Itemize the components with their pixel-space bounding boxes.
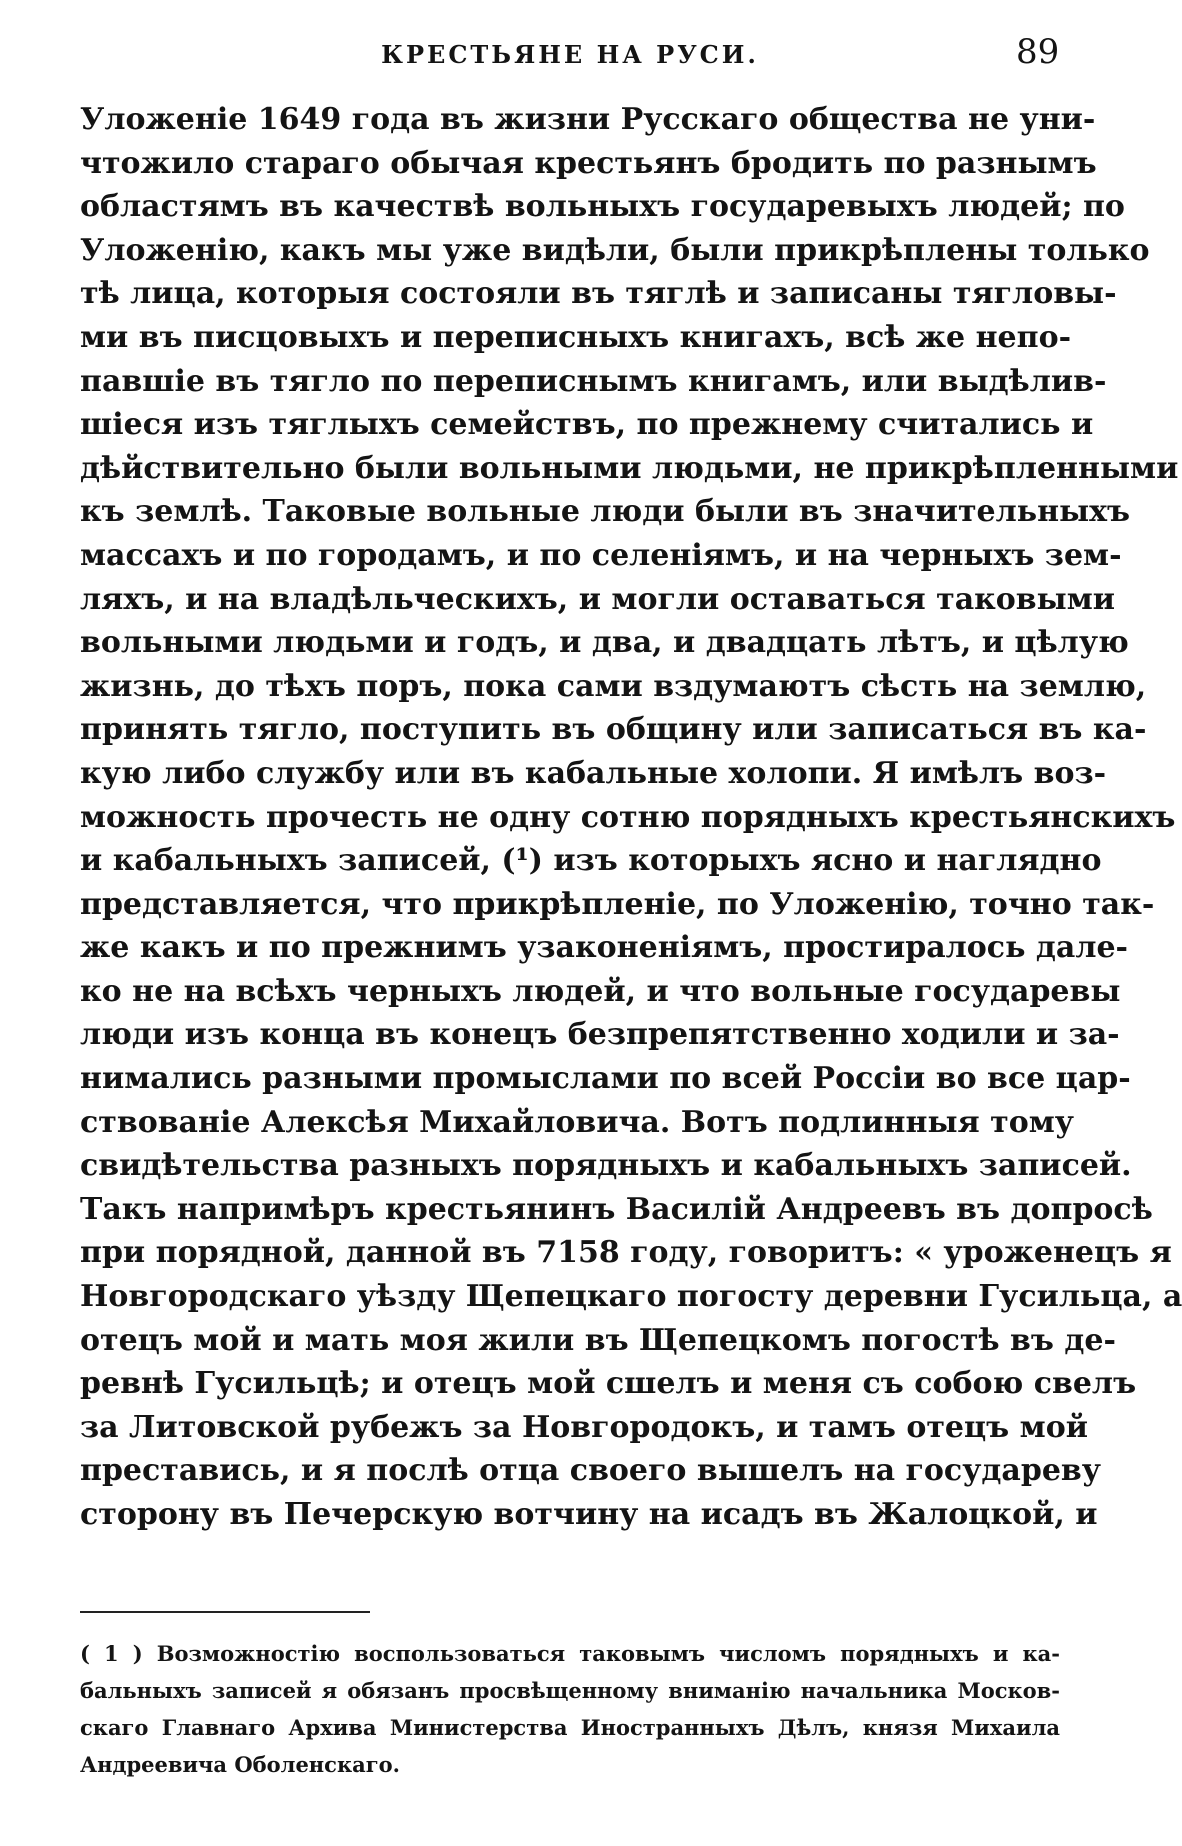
text-line: при порядной, данной въ 7158 году, говоритъ: « уроженецъ я bbox=[80, 1235, 1172, 1271]
text-line: шіеся изъ тяглыхъ семействъ, по прежнему считались и bbox=[80, 407, 1094, 443]
text-line: ствованіе Алексѣя Михайловича. Вотъ подлинныя тому bbox=[80, 1104, 1074, 1140]
text-line: Новгородскаго уѣзду Щепецкаго погосту деревни Гусильца, а bbox=[80, 1279, 1182, 1315]
text-line: ми въ писцовыхъ и переписныхъ книгахъ, всѣ же непо- bbox=[80, 319, 1072, 355]
text-line: принять тягло, поступить въ общину или записаться въ ка- bbox=[80, 712, 1147, 748]
text-line: можность прочесть не одну сотню порядныхъ крестьянскихъ bbox=[80, 799, 1176, 835]
footnote-line: бальныхъ записей я обязанъ просвѣщенному вниманію начальника Москов- bbox=[80, 1678, 1060, 1703]
footnote-line: ( 1 ) Возможностію воспользоваться таковымъ числомъ порядныхъ и ка- bbox=[80, 1641, 1060, 1666]
text-line: же какъ и по прежнимъ узаконеніямъ, простиралось дале- bbox=[80, 930, 1129, 966]
text-line: люди изъ конца въ конецъ безпрепятственно ходили и за- bbox=[80, 1017, 1120, 1053]
text-line: отецъ мой и мать моя жили въ Щепецкомъ погостѣ въ де- bbox=[80, 1322, 1116, 1358]
text-line: ляхъ, и на владѣльческихъ, и могли оставаться таковыми bbox=[80, 581, 1116, 617]
running-head: КРЕСТЬЯНЕ НА РУСИ. bbox=[381, 40, 759, 69]
text-line: чтожило стараго обычая крестьянъ бродить по разнымъ bbox=[80, 145, 1097, 181]
text-line: преставись, и я послѣ отца своего вышелъ на государеву bbox=[80, 1453, 1101, 1489]
footnote-separator bbox=[80, 1611, 370, 1613]
footnote-line: скаго Главнаго Архива Министерства Иностранныхъ Дѣлъ, князя Михаила bbox=[80, 1715, 1060, 1740]
text-line: нимались разными промыслами по всей Россіи во все цар- bbox=[80, 1061, 1131, 1097]
text-line: свидѣтельства разныхъ порядныхъ и кабальныхъ записей. bbox=[80, 1148, 1132, 1184]
main-text bbox=[80, 98, 1182, 1537]
text-line: къ землѣ. Таковые вольные люди были въ значительныхъ bbox=[80, 494, 1131, 530]
text-line: тѣ лица, которыя состояли въ тяглѣ и записаны тягловы- bbox=[80, 276, 1117, 312]
text-line: и кабальныхъ записей, (¹) изъ которыхъ ясно и наглядно bbox=[80, 843, 1102, 879]
text-line: за Литовской рубежъ за Новгородокъ, и тамъ отецъ мой bbox=[80, 1409, 1088, 1445]
footnote-line: Андреевича Оболенскаго. bbox=[80, 1752, 400, 1777]
text-line: ко не на всѣхъ черныхъ людей, и что вольные государевы bbox=[80, 973, 1121, 1009]
text-line: массахъ и по городамъ, и по селеніямъ, и на черныхъ зем- bbox=[80, 537, 1122, 573]
text-line: кую либо службу или въ кабальные холопи. Я имѣлъ воз- bbox=[80, 755, 1107, 791]
text-line: областямъ въ качествѣ вольныхъ государевыхъ людей; по bbox=[80, 189, 1125, 225]
page-number: 89 bbox=[1016, 32, 1060, 72]
text-line: вольными людьми и годъ, и два, и двадцать лѣтъ, и цѣлую bbox=[80, 625, 1129, 661]
text-line: сторону въ Печерскую вотчину на исадъ въ Жалоцкой, и bbox=[80, 1497, 1098, 1532]
text-line: представляется, что прикрѣпленіе, по Уложенію, точно так- bbox=[80, 886, 1155, 922]
text-line: Такъ напримѣръ крестьянинъ Василій Андреевъ въ допросѣ bbox=[80, 1191, 1153, 1227]
text-line: Уложенію, какъ мы уже видѣли, были прикрѣплены только bbox=[80, 232, 1150, 268]
footnote bbox=[80, 1635, 1060, 1783]
text-line: дѣйствительно были вольными людьми, не прикрѣпленными bbox=[80, 450, 1179, 486]
text-line: жизнь, до тѣхъ поръ, пока сами вздумаютъ сѣсть на землю, bbox=[80, 668, 1147, 704]
text-line: Уложеніе 1649 года въ жизни Русскаго общества не уни- bbox=[80, 102, 1096, 137]
text-line: павшіе въ тягло по переписнымъ книгамъ, или выдѣлив- bbox=[80, 363, 1107, 399]
text-line: ревнѣ Гусильцѣ; и отецъ мой сшелъ и меня съ собою свелъ bbox=[80, 1366, 1137, 1402]
